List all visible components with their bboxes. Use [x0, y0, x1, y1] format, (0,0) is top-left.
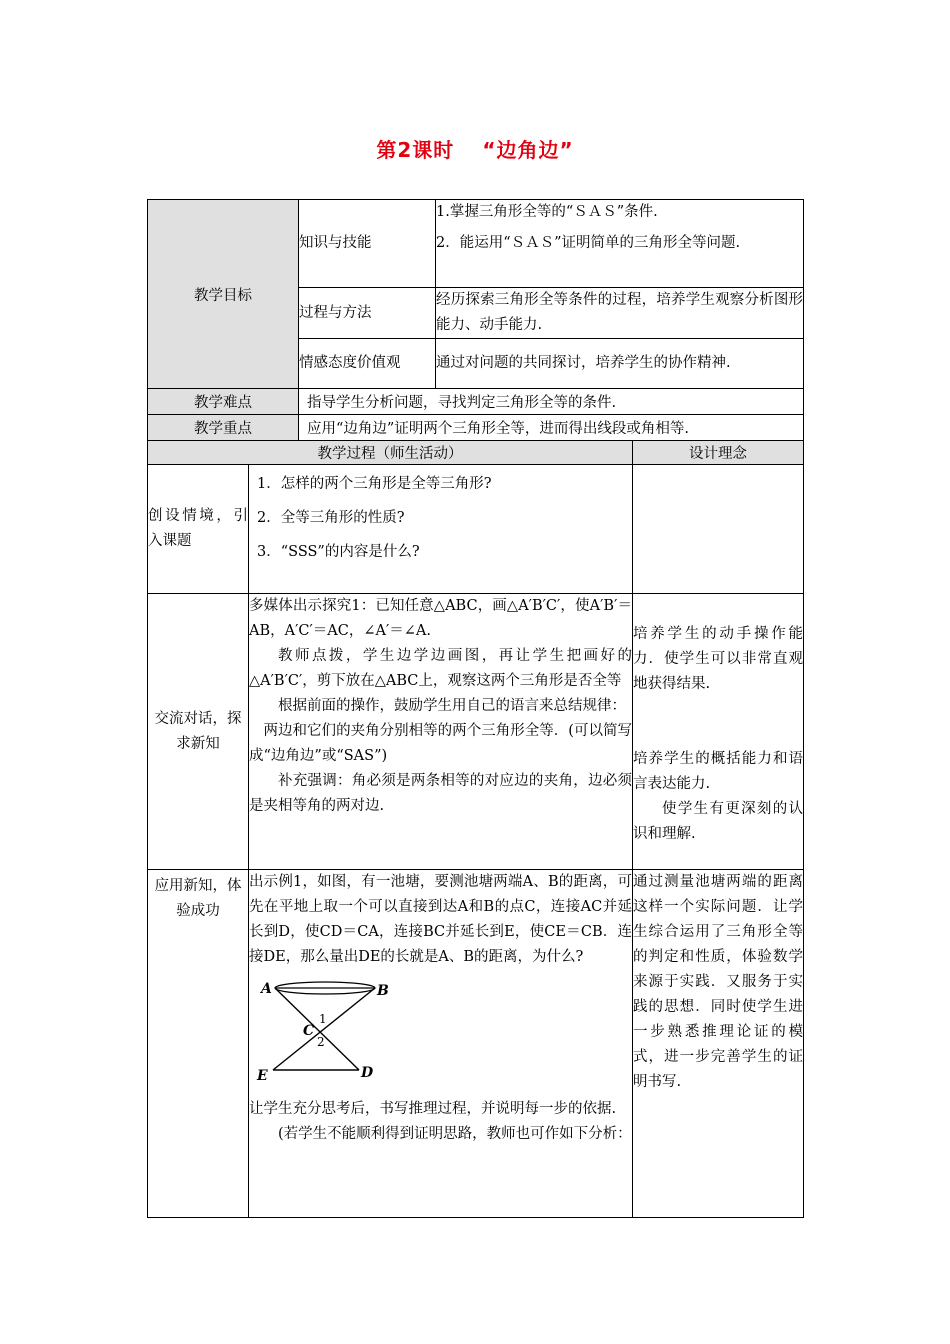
pond-figure — [253, 974, 393, 1084]
section3-label: 应用新知，体验成功 — [148, 870, 249, 1218]
section3-design: 通过测量池塘两端的距离这样一个实际问题．让学生综合运用了三角形全等的判定和性质，体验数学来源于实践．又服务于实践的思想．同时使学生进一步熟悉推理论证的模式，进一步完善学生的证明书写. — [633, 870, 804, 1218]
section1-design — [633, 465, 804, 594]
section1-row — [148, 465, 804, 594]
process-header-row — [148, 441, 804, 465]
label-E: E — [257, 1068, 268, 1084]
process-header-right: 设计理念 — [633, 441, 804, 465]
section2-label: 交流对话，探求新知 — [148, 594, 249, 870]
label-angle-1: 1 — [319, 1012, 327, 1026]
label-angle-2: 2 — [317, 1035, 325, 1049]
section1-label: 创设情境，引入课题 — [148, 465, 249, 594]
objectives-label: 教学目标 — [148, 200, 299, 389]
knowledge-label: 知识与技能 — [299, 200, 436, 288]
key-point-label: 教学重点 — [148, 415, 299, 441]
section1-item-1: 1．怎样的两个三角形是全等三角形? — [257, 476, 492, 492]
title-sub: “边角边” — [482, 138, 574, 162]
section2-row — [148, 594, 804, 870]
section3-example: 出示例1，如图，有一池塘，要测池塘两端A、B的距离，可先在平地上取一个可以直接到达A和B的点C，连接AC并延长到D，使CD＝CA，连接BC并延长到E，使CE＝CB．连接DE，那么量出DE的长就是A、B的距离，为什么? — [249, 874, 632, 965]
title-main: 第2课时 — [376, 138, 455, 162]
difficulty-label: 教学难点 — [148, 389, 299, 415]
section3-content — [249, 870, 633, 1218]
section2-design-1: 培养学生的动手操作能力．使学生可以非常直观地获得结果. — [633, 626, 804, 692]
section2-para-1: 多媒体出示探究1：已知任意△ABC，画△A′B′C′，使A′B′＝AB，A′C′＝AC，∠A′＝∠A. — [249, 598, 632, 639]
section3-after-2: (若学生不能顺利得到证明思路，教师也可作如下分析： — [278, 1126, 632, 1142]
attitude-label: 情感态度价值观 — [299, 339, 436, 389]
label-C: C — [303, 1023, 315, 1039]
section2-para-3: 根据前面的操作，鼓励学生用自己的语言来总结规律： — [278, 698, 626, 714]
label-A: A — [261, 981, 272, 997]
section2-design-2: 培养学生的概括能力和语言表达能力. — [633, 751, 804, 792]
difficulty-text: 指导学生分析问题，寻找判定三角形全等的条件. — [299, 389, 804, 415]
section2-content — [249, 594, 633, 870]
section1-content — [249, 465, 633, 594]
process-label: 过程与方法 — [299, 288, 436, 339]
section2-para-2: 教师点拨，学生边学边画图，再让学生把画好的△A′B′C′，剪下放在△ABC上，观察这两个三角形是否全等 — [249, 648, 632, 689]
difficulty-row — [148, 389, 804, 415]
knowledge-line-1: 1.掌握三角形全等的“ＳＡＳ”条件. — [436, 204, 658, 220]
objective-row-knowledge — [148, 200, 804, 288]
knowledge-content — [436, 200, 804, 288]
section2-para-4: 两边和它们的夹角分别相等的两个三角形全等．(可以简写成“边角边”或“SAS”) — [249, 723, 632, 764]
attitude-text: 通过对问题的共同探讨，培养学生的协作精神. — [436, 339, 804, 389]
key-point-text: 应用“边角边”证明两个三角形全等，进而得出线段或角相等. — [299, 415, 804, 441]
section2-design — [633, 594, 804, 870]
lesson-plan-table — [147, 199, 804, 1218]
section3-after-1: 让学生充分思考后，书写推理过程，并说明每一步的依据. — [249, 1101, 617, 1117]
section2-para-5: 补充强调：角必须是两条相等的对应边的夹角，边必须是夹相等角的两对边. — [249, 773, 632, 814]
process-header-left: 教学过程（师生活动） — [148, 441, 633, 465]
section1-item-3: 3．“SSS”的内容是什么? — [257, 544, 420, 560]
section1-item-2: 2．全等三角形的性质? — [257, 510, 405, 526]
label-B: B — [377, 983, 389, 999]
page-title — [0, 134, 950, 163]
key-point-row — [148, 415, 804, 441]
process-text: 经历探索三角形全等条件的过程，培养学生观察分析图形能力、动手能力. — [436, 288, 804, 339]
section3-row — [148, 870, 804, 1218]
knowledge-line-2: 2．能运用“ＳＡＳ”证明简单的三角形全等问题. — [436, 235, 741, 251]
label-D: D — [361, 1065, 374, 1081]
section2-design-3: 使学生有更深刻的认识和理解. — [633, 801, 804, 842]
